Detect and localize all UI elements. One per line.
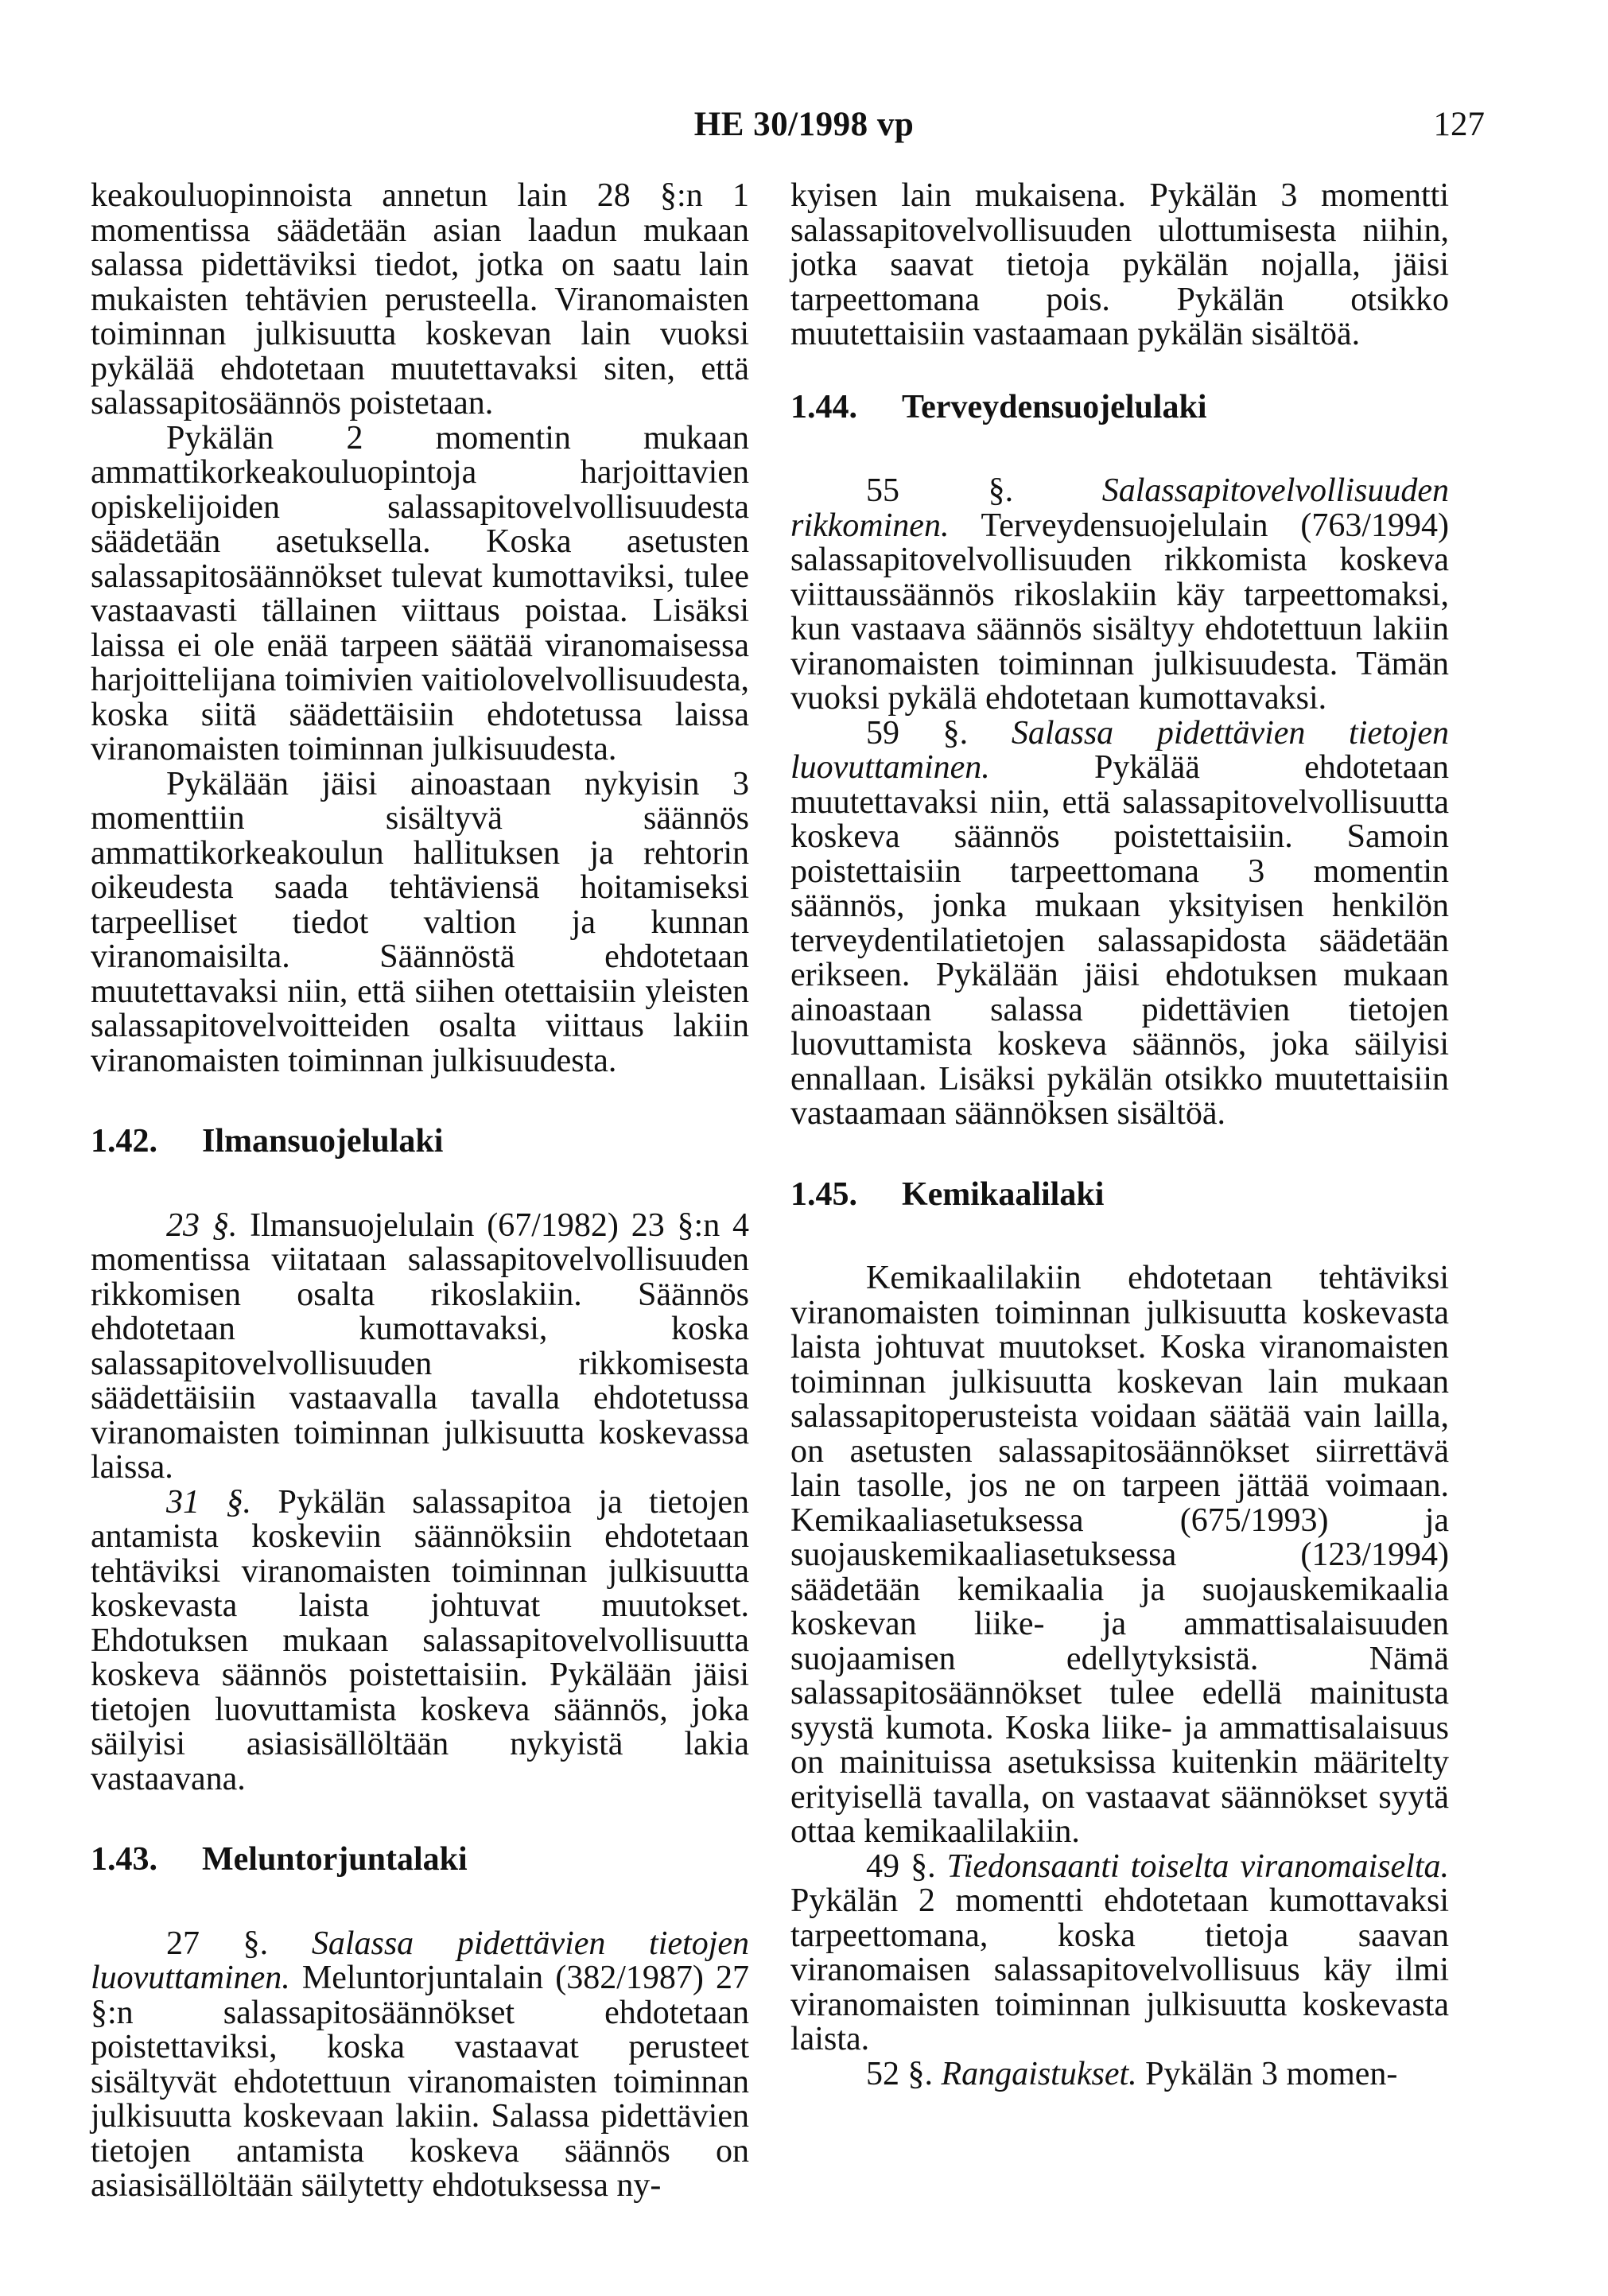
paragraph xyxy=(91,1206,750,1486)
section-subtitle: Rangaistukset. xyxy=(941,2055,1137,2092)
paragraph: Pykälään jäisi ainoastaan nykyisin 3 momenttiin sisältyvä säännös ammattikorkeakoulun hallituksen ja rehtorin oikeudesta saada tehtäviensä hoitamiseksi tarpeelliset tiedot valtion ja kunnan viranomaisilta. Säännöstä ehdotetaan muutettavaksi niin, että siihen otettaisiin yleisten salassapitovelvoitteiden osalta viittaus lakiin viranomaisten toiminnan julkisuudesta. xyxy=(91,765,749,1079)
section-ref: 59 §. xyxy=(866,714,969,752)
section-number: 1.43. xyxy=(91,1841,157,1878)
paragraph xyxy=(91,1483,750,1797)
page-header-title: HE 30/1998 vp xyxy=(693,106,915,143)
paragraph-text: Pykälän salassapitoa ja tietojen antamista koskeviin säännöksiin ehdotetaan tehtäviksi viranomaisten toiminnan julkisuutta koskevasta laista johtuvat muutokset. Ehdotuksen mukaan salassapitovelvollisuutta koskeva säännös poistettaisiin. Pykälään jäisi tietojen luovuttamista koskeva säännös, joka säilyisi asiasisällöltään nykyistä lakia vastaavana. xyxy=(91,1483,750,1797)
paragraph xyxy=(790,474,1449,717)
section-ref: 49 §. xyxy=(866,1847,936,1885)
paragraph-text: Pykälän 2 momentti ehdotetaan kumottavaksi tarpeettomana, koska tietoja saavan viranomaisen salassapitovelvollisuus käy ilmi viranomaisten toiminnan julkisuutta koskevasta laista. xyxy=(790,1882,1449,2057)
section-title: Terveydensuojelulaki xyxy=(902,388,1207,425)
section-ref: 55 §. xyxy=(866,472,1014,509)
section-heading-1-44 xyxy=(790,390,1449,425)
section-ref: 52 §. xyxy=(866,2055,933,2092)
paragraph xyxy=(790,1847,1449,2057)
section-ref: 31 §. xyxy=(166,1483,251,1521)
section-title: Ilmansuojelulaki xyxy=(202,1123,444,1160)
right-column xyxy=(790,179,1449,2092)
section-subtitle: Salassa pidettävien tietojen luovuttaminen. xyxy=(91,1925,750,1996)
paragraph: Kemikaalilakiin ehdotetaan tehtäviksi viranomaisten toiminnan julkisuutta koskevasta laista johtuvat muutokset. Koska viranomaisten toiminnan julkisuutta koskevan lain mukaan salassapitoperusteista voidaan säätää vain lailla, on asetusten salassapitosäännökset siirrettävä lain tasolle, jos ne on tarpeen jättää voimaan. Kemikaaliasetuksessa (675/1993) ja suojauskemikaaliasetuksessa (123/1994) säädetään kemikaalia ja suojauskemikaalia koskevan liike- ja ammattisalaisuuden suojaamisen edellytyksistä. Nämä salassapitosäännökset tulee edellä mainitusta syystä kumota. Koska liike- ja ammattisalaisuus on mainituissa asetuksissa kuitenkin määritelty erityisellä tavalla, on vastaavat säännökset syytä ottaa kemikaalilakiin. xyxy=(790,1260,1449,1850)
section-number: 1.44. xyxy=(790,388,857,425)
paragraph-text: Ilmansuojelulain (67/1982) 23 §:n 4 momentissa viitataan salassapitovelvollisuuden rikkomisen osalta rikoslakiin. Säännös ehdotetaan kumottavaksi, koska salassapitovelvollisuuden rikkomisesta säädettäisiin vastaavalla tavalla ehdotetussa viranomaisten toiminnan julkisuutta koskevassa laissa. xyxy=(91,1206,750,1486)
paragraph xyxy=(790,2057,1449,2092)
section-subtitle: Salassapitovelvollisuuden rikkominen. xyxy=(790,472,1450,544)
paragraph xyxy=(91,1927,749,2204)
section-heading-1-43 xyxy=(91,1843,749,1878)
paragraph-text: Terveydensuojelulain (763/1994) salassapitovelvollisuuden rikkomista koskeva viittaussäännös rikoslakiin käy tarpeettomaksi, kun vastaava säännös sisältyy ehdotettuun lakiin viranomaisten toiminnan julkisuudesta. Tämän vuoksi pykälä ehdotetaan kumottavaksi. xyxy=(790,507,1449,717)
section-ref: 27 §. xyxy=(166,1925,269,1962)
section-ref: 23 §. xyxy=(166,1206,238,1244)
paragraph-text: Pykälää ehdotetaan muutettavaksi niin, että salassapitovelvollisuutta koskeva säännös poistettaisiin. Samoin poistettaisiin tarpeettomana 3 momentin säännös, jonka mukaan yksityisen henkilön terveydentilatietojen salassapidosta säädetään erikseen. Pykälään jäisi ehdotuksen mukaan ainoastaan salassa pidettävien tietojen luovuttamista koskeva säännös, joka säilyisi ennallaan. Lisäksi pykälän otsikko muutettaisiin vastaamaan säännöksen sisältöä. xyxy=(790,749,1449,1132)
left-column xyxy=(91,179,749,2204)
section-subtitle: Tiedonsaanti toiselta viranomaiselta. xyxy=(946,1847,1449,1885)
section-title: Meluntorjuntalaki xyxy=(202,1841,468,1878)
section-subtitle: Salassa pidettävien tietojen luovuttaminen. xyxy=(790,714,1450,786)
section-heading-1-45 xyxy=(790,1175,1449,1213)
paragraph: Pykälän 2 momentin mukaan ammattikorkeakouluopintoja harjoittavien opiskelijoiden salassapitovelvollisuudesta säädetään asetuksella. Koska asetusten salassapitosäännökset tulevat kumottaviksi, tulee vastaavasti tällainen viittaus poistaa. Lisäksi laissa ei ole enää tarpeen säätää viranomaisessa harjoittelijana toimivien vaitiolovelvollisuudesta, koska siitä säädettäisiin ehdotetussa laissa viranomaisten toiminnan julkisuudesta. xyxy=(91,419,749,767)
page-number: 127 xyxy=(1433,106,1485,143)
section-heading-1-42 xyxy=(91,1125,749,1160)
paragraph-text: Meluntorjuntalain (382/1987) 27 §:n salassapitosäännökset ehdotetaan poistettaviksi, koska vastaavat perusteet sisältyvät ehdotettuun viranomaisten toiminnan julkisuutta koskevaan lakiin. Salassa pidettävien tietojen antamista koskeva säännös on asiasisällöltään säilytetty ehdotuksessa ny- xyxy=(91,1960,749,2204)
paragraph: keakouluopinnoista annetun lain 28 §:n 1 momentissa säädetään asian laadun mukaan salassa pidettäviksi tiedot, jotka on saatu lain mukaisten tehtävien perusteella. Viranomaisten toiminnan julkisuutta koskevan lain vuoksi pykälää ehdotetaan muutettavaksi siten, että salassapitosäännös poistetaan. xyxy=(91,177,749,422)
paragraph: kyisen lain mukaisena. Pykälän 3 momentti salassapitovelvollisuuden ulottumisesta niihin, jotka saavat tietoja pykälän nojalla, jäisi tarpeettomana pois. Pykälän otsikko muutettaisiin vastaamaan pykälän sisältöä. xyxy=(790,177,1449,352)
paragraph xyxy=(790,714,1450,1132)
section-number: 1.45. xyxy=(790,1175,857,1213)
section-number: 1.42. xyxy=(91,1123,157,1160)
section-title: Kemikaalilaki xyxy=(902,1175,1105,1213)
paragraph-text: Pykälän 3 momen- xyxy=(1145,2055,1398,2092)
